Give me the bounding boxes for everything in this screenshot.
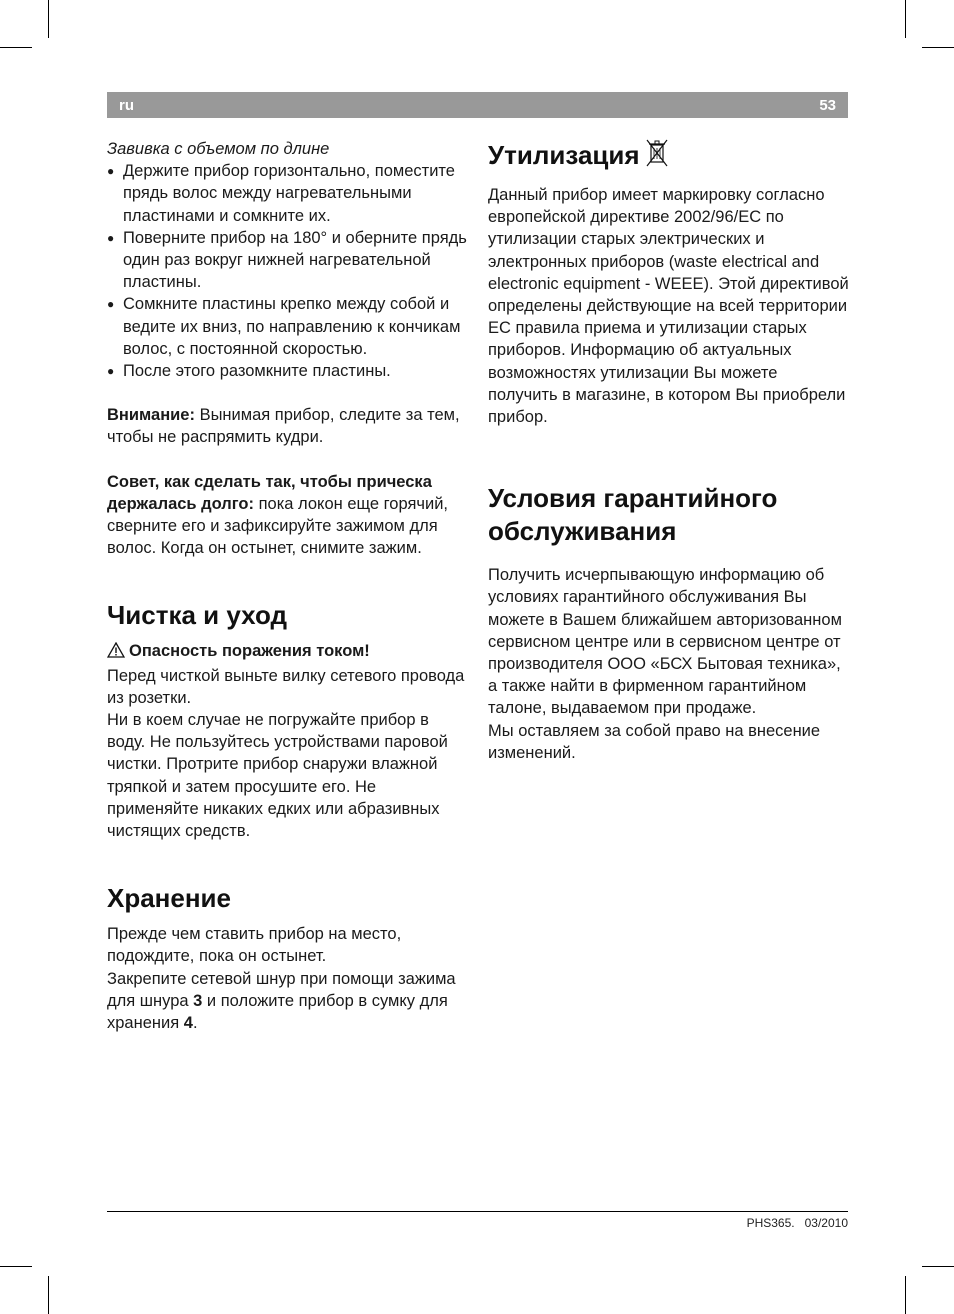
footer-rule xyxy=(107,1211,848,1212)
crop-mark xyxy=(0,1266,32,1267)
cleaning-heading: Чистка и уход xyxy=(107,600,287,631)
crossed-bin-icon xyxy=(646,138,668,176)
crop-mark xyxy=(48,1276,49,1314)
storage-text: Закрепите сетевой шнур при помощи зажима для шнура xyxy=(107,969,456,1010)
cleaning-paragraph-2: Ни в коем случае не погружайте прибор в воду. Не пользуйтесь устройствами паровой чистки. Протрите прибор снаружи влажной тряпкой и затем просушите его. Не применяйте никаких едких или абразивных чистящих средств. xyxy=(107,711,448,841)
footer-info xyxy=(747,1216,848,1230)
crop-mark xyxy=(48,0,49,38)
reserve-text: Мы оставляем за собой право на внесение изменений. xyxy=(488,721,821,762)
disposal-text: Данный прибор имеет маркировку согласно европейской директиве 2002/96/ЕС по утилизации старых электрических и электронных приборов (waste electrical and electronic equipment - WEEE). Этой директивой определены действующие на всей территории ЕС правила приема и утилизации старых приборов. Информацию об актуальных возможностях утилизации Вы можете получить в магазине, в котором Вы приобрели прибор. xyxy=(488,186,849,427)
cleaning-paragraph-1: Перед чисткой выньте вилку сетевого провода из розетки. xyxy=(107,666,465,707)
crop-mark xyxy=(922,1266,954,1267)
attention-paragraph xyxy=(107,404,467,448)
attention-label: Внимание: xyxy=(107,406,195,425)
list-item: ● Держите прибор горизонтально, поместите прядь волос между нагревательными пластинами и сомкните их. xyxy=(107,160,467,227)
storage-text: . xyxy=(192,1014,198,1033)
page-header-bar xyxy=(107,92,848,118)
crop-mark xyxy=(905,0,906,38)
danger-label: Опасность поражения током! xyxy=(129,642,370,661)
intro-italic: Завивка с объемом по длине xyxy=(107,140,330,158)
list-item: ● Поверните прибор на 180° и оберните прядь один раз вокруг нижней нагревательной пластины. xyxy=(107,227,467,294)
instruction-list xyxy=(107,160,467,382)
attention-text: Вынимая прибор, следите за тем, чтобы не распрямить кудри. xyxy=(107,406,460,447)
warranty-heading: Условия гарантийного обслуживания xyxy=(488,483,778,547)
warning-triangle-icon xyxy=(107,642,125,664)
part-number: 4 xyxy=(183,1014,193,1033)
storage-text: и положите прибор в сумку для хранения xyxy=(107,991,448,1033)
crop-mark xyxy=(922,47,954,48)
disposal-heading-text: Утилизация xyxy=(488,140,640,170)
language-code: ru xyxy=(119,96,134,114)
crop-mark xyxy=(905,1276,906,1314)
list-item: ● Сомкните пластины крепко между собой и ведите их вниз, по направлению к кончикам волос, с постоянной скоростью. xyxy=(107,293,467,360)
page-number: 53 xyxy=(819,96,836,114)
list-item: ● После этого разомкните пластины. xyxy=(107,360,467,382)
warranty-text: Получить исчерпывающую информацию об условиях гарантийного обслуживания Вы можете в Вашем ближайшем авторизованном сервисном центре или в сервисном центре от производителя ООО «БСХ Бытовая техника», а также найти в фирменном гарантийном талоне, выдаваемом при продаже. xyxy=(488,566,842,718)
disposal-heading xyxy=(488,138,850,176)
storage-heading: Хранение xyxy=(107,883,231,914)
part-number: 3 xyxy=(193,991,203,1010)
storage-paragraph-1: Прежде чем ставить прибор на место, подождите, пока он остынет. xyxy=(107,925,402,966)
model-number: PHS365. xyxy=(746,1216,795,1230)
storage-paragraph-2 xyxy=(107,968,467,1035)
tip-paragraph xyxy=(107,471,467,560)
tip-text: пока локон еще горячий, сверните его и зафиксируйте зажимом для волос. Когда он остынет, снимите зажим. xyxy=(107,494,449,558)
crop-mark xyxy=(0,47,32,48)
tip-label: Совет, как сделать так, чтобы прическа держалась долго: xyxy=(107,472,432,513)
doc-date: 03/2010 xyxy=(804,1216,848,1230)
right-column xyxy=(488,138,850,764)
danger-line xyxy=(107,640,467,664)
left-column xyxy=(107,138,467,1034)
